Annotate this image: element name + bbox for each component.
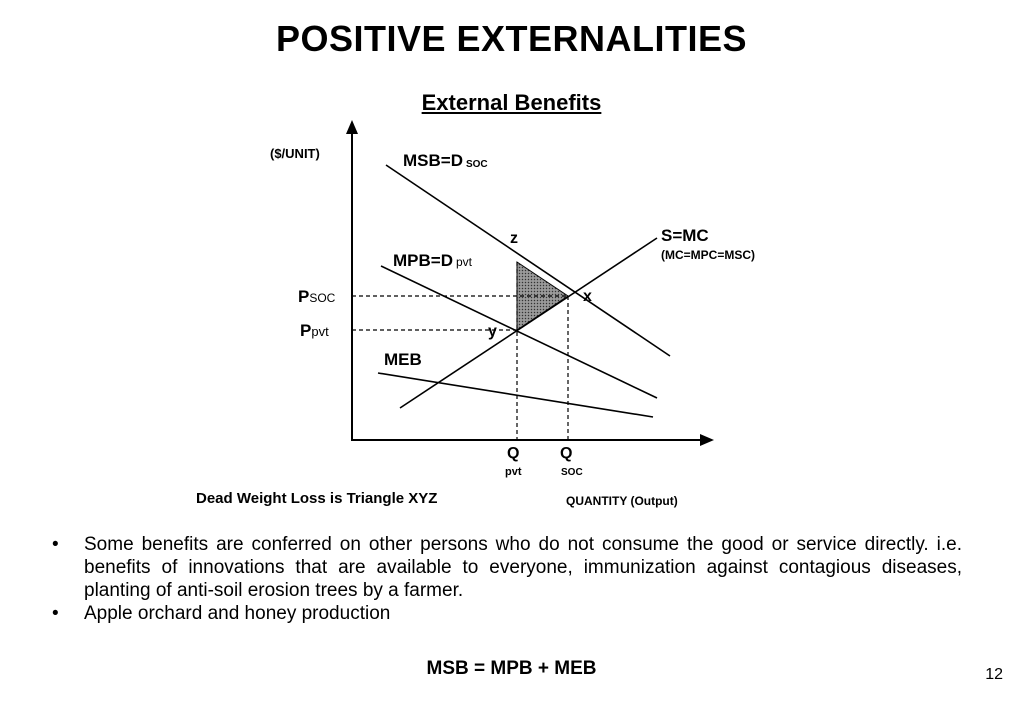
msb-label: MSB=D SOC bbox=[403, 151, 488, 170]
qpvt-label: Q bbox=[507, 445, 520, 462]
psoc-label: PSOC bbox=[298, 287, 336, 306]
x-axis-arrow bbox=[700, 434, 714, 446]
point-x-label: x bbox=[583, 288, 592, 305]
bullet-list bbox=[52, 533, 962, 625]
mpb-label: MPB=D pvt bbox=[393, 251, 472, 270]
bullet-item: • Some benefits are conferred on other persons who do not consume the good or service directly. i.e. benefits of innovations that are available to everyone, immunization against contagious diseases, planting of anti-soil erosion trees by a farmer. bbox=[52, 533, 962, 602]
qsoc-label: Q bbox=[560, 445, 573, 462]
qsoc-sub-label: SOC bbox=[561, 467, 583, 478]
formula: MSB = MPB + MEB bbox=[426, 658, 597, 679]
y-axis-label: ($/UNIT) bbox=[270, 146, 320, 161]
point-y-label: y bbox=[488, 323, 497, 340]
meb-label: MEB bbox=[384, 350, 422, 369]
qpvt-sub-label: pvt bbox=[505, 466, 522, 478]
supply-note: (MC=MPC=MSC) bbox=[661, 248, 756, 262]
page-number: 12 bbox=[985, 666, 1003, 683]
supply-label: S=MC bbox=[661, 226, 709, 245]
slide-title: POSITIVE EXTERNALITIES bbox=[275, 18, 748, 59]
point-z-label: z bbox=[510, 230, 518, 247]
y-axis-arrow bbox=[346, 120, 358, 134]
ppvt-label: Ppvt bbox=[300, 321, 329, 340]
deadweight-loss-caption: Dead Weight Loss is Triangle XYZ bbox=[196, 490, 438, 507]
x-axis-label: QUANTITY (Output) bbox=[566, 494, 678, 508]
slide-subtitle: External Benefits bbox=[421, 90, 602, 115]
bullet-item: • Apple orchard and honey production bbox=[52, 602, 962, 625]
